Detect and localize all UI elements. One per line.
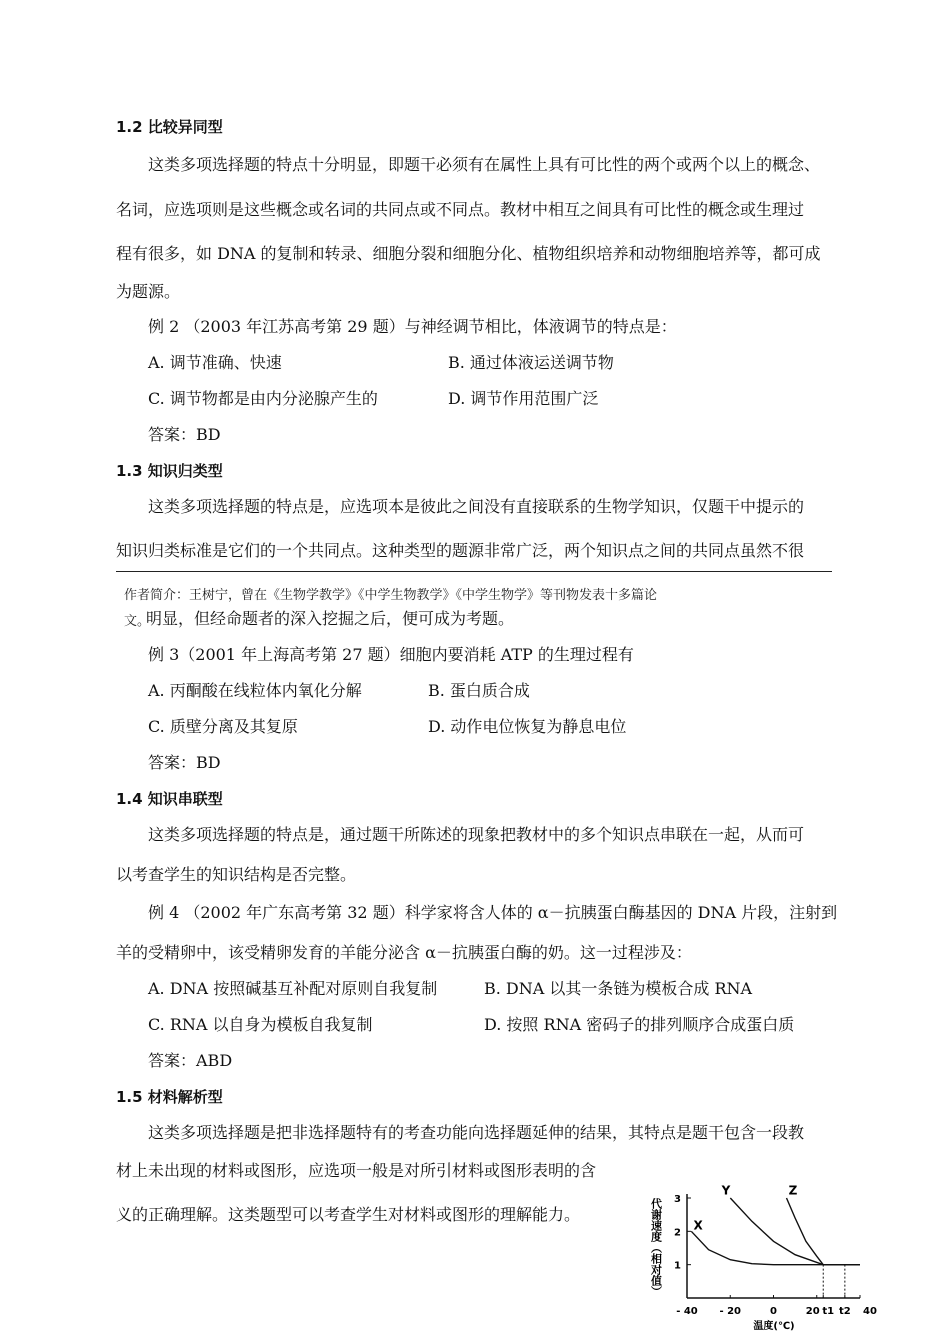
para-line: 明显，但经命题者的深入挖掘之后，便可成为考题。 <box>146 609 515 628</box>
para-line: 这类多项选择题的特点是，通过题干所陈述的现象把教材中的多个知识点串联在一起，从而可 <box>148 825 805 844</box>
x-axis-label: 温度(℃) <box>753 1321 795 1332</box>
metabolic-rate-chart <box>649 1183 877 1332</box>
heading-1-3: 1.3 知识归类型 <box>116 462 223 480</box>
x-tick-label: - 40 <box>676 1306 698 1317</box>
x-tick-label: t1 <box>822 1306 835 1317</box>
answer: 答案：BD <box>148 753 221 772</box>
example-stem: 例 2 （2003 年江苏高考第 29 题）与神经调节相比，体液调节的特点是： <box>148 317 677 336</box>
option-a: A. 调节准确、快速 <box>148 353 282 372</box>
answer: 答案：ABD <box>148 1051 233 1070</box>
y-tick-label: 2 <box>674 1227 681 1239</box>
option-c: C. 调节物都是由内分泌腺产生的 <box>148 389 378 408</box>
example-stem: 例 4 （2002 年广东高考第 32 题）科学家将含人体的 α－抗胰蛋白酶基因的 DNA 片段，注射到 <box>148 903 838 922</box>
series-lines <box>691 1184 860 1265</box>
x-tick-label: 0 <box>770 1306 777 1317</box>
series-label-Y: Y <box>721 1183 731 1198</box>
option-a: A. DNA 按照碱基互补配对原则自我复制 <box>148 979 438 998</box>
x-tick-label: t2 <box>838 1306 851 1317</box>
y-tick-label: 1 <box>674 1260 681 1272</box>
series-label-Z: Z <box>788 1183 798 1198</box>
series-label-X: X <box>693 1218 703 1233</box>
para-line: 这类多项选择题的特点是，应选项本是彼此之间没有直接联系的生物学知识，仅题干中提示的 <box>148 497 805 516</box>
example-stem: 例 3（2001 年上海高考第 27 题）细胞内要消耗 ATP 的生理过程有 <box>148 645 634 664</box>
x-tick-label: - 20 <box>719 1306 742 1317</box>
example-stem: 羊的受精卵中，该受精卵发育的羊能分泌含 α－抗胰蛋白酶的奶。这一过程涉及： <box>116 943 692 962</box>
para-line: 程有很多，如 DNA 的复制和转录、细胞分裂和细胞分化、植物组织培养和动物细胞培养等，都可成 <box>116 244 821 263</box>
heading-1-2: 1.2 比较异同型 <box>116 118 223 136</box>
author-note: 作者简介：王树宁，曾在《生物学教学》《中学生物教学》《中学生物学》等刊物发表十多篇论 <box>124 588 658 603</box>
para-line: 名词，应选项则是这些概念或名词的共同点或不同点。教材中相互之间具有可比性的概念或生理过 <box>116 200 805 219</box>
y-tick-label: 3 <box>674 1194 681 1205</box>
para-line: 知识归类标准是它们的一个共同点。这种类型的题源非常广泛，两个知识点之间的共同点虽然不很 <box>116 541 805 560</box>
threshold-markers <box>823 1265 845 1298</box>
option-b: B. DNA 以其一条链为模板合成 RNA <box>484 979 753 998</box>
author-note: 文。 <box>124 614 151 629</box>
option-d: D. 调节作用范围广泛 <box>448 389 599 408</box>
option-b: B. 蛋白质合成 <box>428 681 530 700</box>
x-tick-label: 40 <box>863 1306 877 1317</box>
heading-1-5: 1.5 材料解析型 <box>116 1088 223 1106</box>
para-line: 这类多项选择题的特点十分明显，即题干必须有在属性上具有可比性的两个或两个以上的概念、 <box>148 155 821 174</box>
para-line: 以考查学生的知识结构是否完整。 <box>116 865 357 884</box>
heading-1-4: 1.4 知识串联型 <box>116 790 223 808</box>
option-d: D. 按照 RNA 密码子的排列顺序合成蛋白质 <box>484 1015 795 1034</box>
option-a: A. 丙酮酸在线粒体内氧化分解 <box>148 681 362 700</box>
option-c: C. RNA 以自身为模板自我复制 <box>148 1015 373 1034</box>
para-line: 这类多项选择题是把非选择题特有的考查功能向选择题延伸的结果，其特点是题干包含一段教 <box>148 1123 805 1142</box>
answer: 答案：BD <box>148 425 221 444</box>
option-b: B. 通过体液运送调节物 <box>448 353 614 372</box>
para-line: 材上未出现的材料或图形，应选项一般是对所引材料或图形表明的含 <box>116 1161 597 1180</box>
para-line: 为题源。 <box>116 282 181 301</box>
option-d: D. 动作电位恢复为静息电位 <box>428 717 627 736</box>
series-line-Z <box>787 1198 861 1265</box>
x-tick-label: 20 <box>805 1306 820 1317</box>
y-axis-label: 代谢速度（相对值） <box>649 1198 663 1297</box>
y-ticks <box>674 1194 691 1272</box>
series-line-X <box>691 1231 860 1264</box>
para-line: 义的正确理解。这类题型可以考查学生对材料或图形的理解能力。 <box>116 1205 581 1224</box>
series-line-Y <box>730 1198 860 1265</box>
footnote-rule <box>116 571 832 572</box>
option-c: C. 质壁分离及其复原 <box>148 717 298 736</box>
